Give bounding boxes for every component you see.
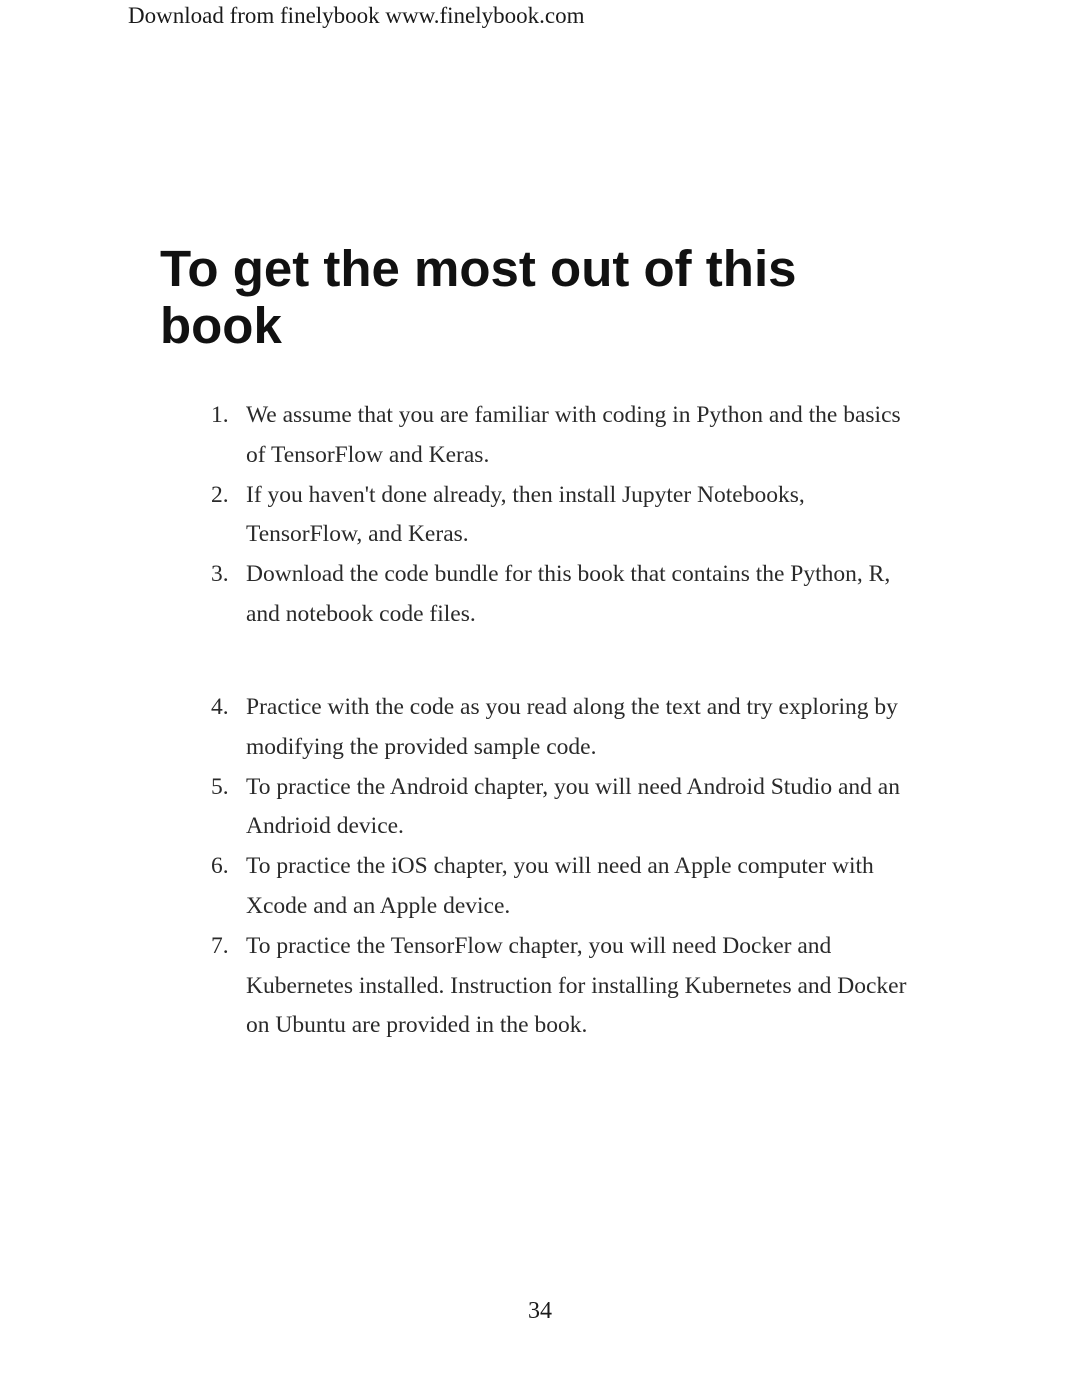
list-item bbox=[0, 555, 926, 635]
download-source-note: Download from finelybook www.finelybook.com bbox=[128, 3, 585, 28]
list-item-number: 6. bbox=[211, 853, 229, 880]
numbered-list-continued bbox=[0, 688, 926, 1046]
list-item bbox=[0, 847, 926, 927]
list-item bbox=[0, 768, 926, 848]
numbered-list bbox=[0, 396, 926, 635]
list-item-text: If you haven't done already, then install Jupyter Notebooks, TensorFlow, and Keras. bbox=[246, 481, 805, 548]
list-item-text: Practice with the code as you read along the text and try exploring by modifying the provided sample code. bbox=[246, 694, 898, 760]
list-item-number: 2. bbox=[211, 481, 229, 508]
list-item-number: 7. bbox=[211, 932, 229, 959]
list-item-text: Download the code bundle for this book that contains the Python, R, and notebook code files. bbox=[246, 561, 891, 627]
list-item-number: 1. bbox=[211, 402, 229, 428]
list-item-number: 3. bbox=[211, 561, 229, 588]
list-item-text: To practice the Android chapter, you will need Android Studio and an Andrioid device. bbox=[246, 773, 900, 840]
list-item-text: To practice the TensorFlow chapter, you will need Docker and Kubernetes installed. Instruction for installing Kubernetes and Docker on Ubuntu are provided in the book. bbox=[246, 932, 907, 1039]
list-item bbox=[0, 476, 926, 556]
page-number: 34 bbox=[528, 1298, 552, 1324]
list-item bbox=[0, 927, 926, 1046]
list-item-text: To practice the iOS chapter, you will need an Apple computer with Xcode and an Apple device. bbox=[246, 853, 874, 919]
list-item-number: 4. bbox=[211, 694, 229, 720]
list-item-text: We assume that you are familiar with coding in Python and the basics of TensorFlow and Keras. bbox=[246, 402, 901, 468]
list-item-number: 5. bbox=[211, 773, 229, 800]
page-title: To get the most out of this book bbox=[160, 240, 797, 354]
list-item bbox=[0, 396, 926, 476]
list-item bbox=[0, 688, 926, 768]
